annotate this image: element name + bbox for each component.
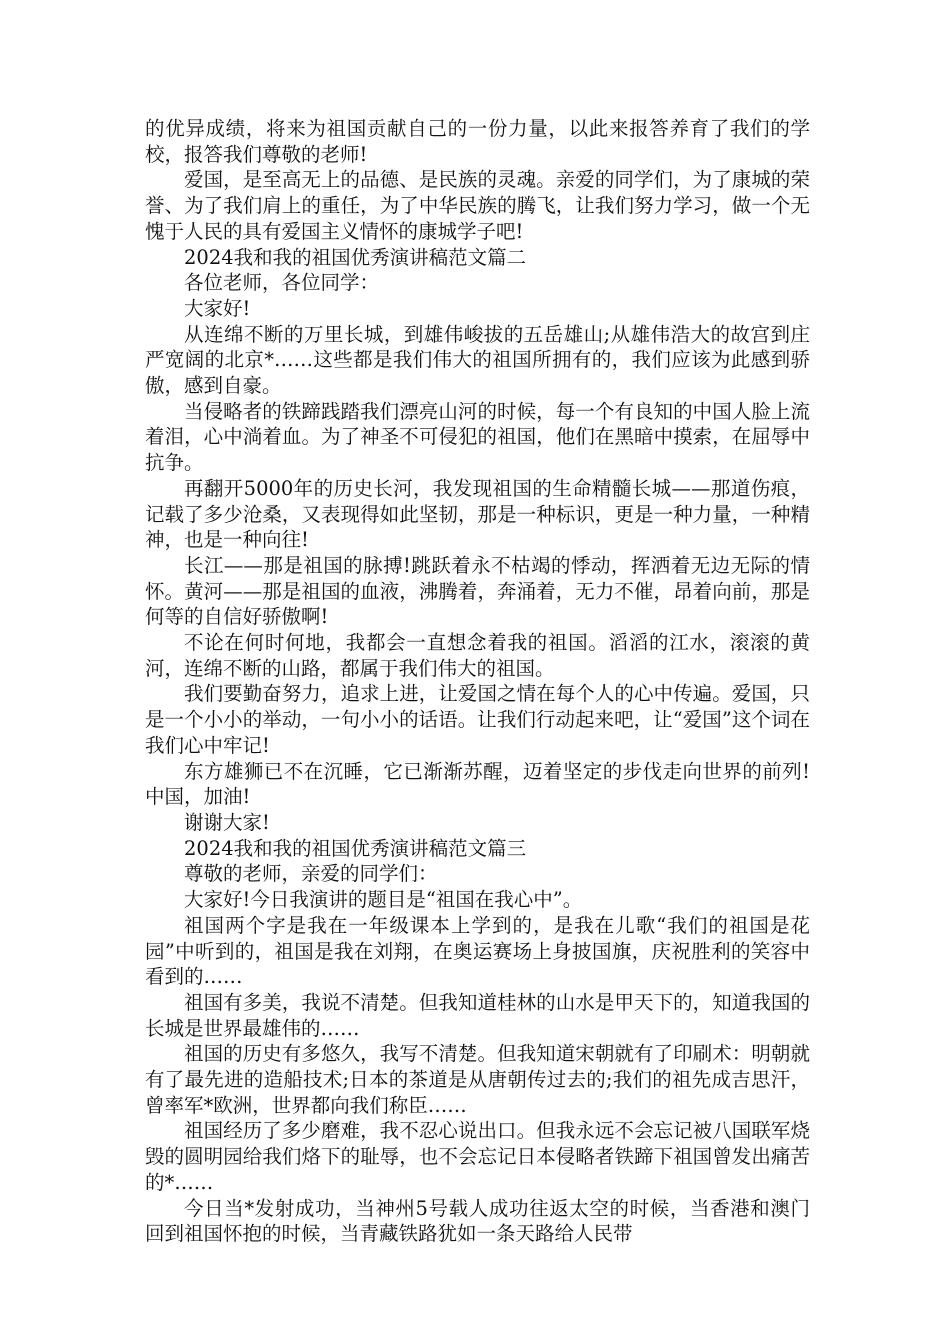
- paragraph: 祖国有多美，我说不清楚。但我知道桂林的山水是甲天下的，知道我国的长城是世界最雄伟的……: [145, 990, 810, 1040]
- paragraph: 东方雄狮已不在沉睡，它已渐渐苏醒，迈着坚定的步伐走向世界的前列!中国，加油!: [145, 759, 810, 809]
- paragraph: 祖国的历史有多悠久，我写不清楚。但我知道宋朝就有了印刷术：明朝就有了最先进的造船技术;日本的茶道是从唐朝传过去的;我们的祖先成吉思汗，曾率军*欧洲，世界都向我们称臣……: [145, 1042, 810, 1117]
- paragraph: 当侵略者的铁蹄践踏我们漂亮山河的时候，每一个有良知的中国人脸上流着泪，心中淌着血。为了神圣不可侵犯的祖国，他们在黑暗中摸索，在屈辱中抗争。: [145, 399, 810, 475]
- paragraph: 我们要勤奋努力，追求上进，让爱国之情在每个人的心中传遍。爱国，只是一个小小的举动，一句小小的话语。让我们行动起来吧，让“爱国”这个词在我们心中牢记!: [145, 682, 810, 757]
- salutation: 尊敬的老师，亲爱的同学们：: [184, 862, 438, 886]
- salutation: 各位老师，各位同学：: [184, 271, 380, 295]
- section-heading: 2024我和我的祖国优秀演讲稿范文篇二: [184, 245, 527, 269]
- paragraph: 爱国，是至高无上的品德、是民族的灵魂。亲爱的同学们，为了康城的荣誉、为了我们肩上的重任，为了中华民族的腾飞，让我们努力学习，做一个无愧于人民的具有爱国主义情怀的康城学子吧!: [145, 168, 810, 243]
- paragraph: 祖国两个字是我在一年级课本上学到的，是我在儿歌“我们的祖国是花园”中听到的，祖国是我在刘翔，在奥运赛场上身披国旗，庆祝胜利的笑容中看到的……: [145, 913, 810, 989]
- paragraph: 祖国经历了多少磨难，我不忍心说出口。但我永远不会忘记被八国联军烧毁的圆明园给我们烙下的耻辱，也不会忘记日本侵略者铁蹄下祖国曾发出痛苦的*……: [145, 1119, 810, 1194]
- closing: 谢谢大家!: [184, 810, 270, 834]
- paragraph: 再翻开5000年的历史长河，我发现祖国的生命精髓长城——那道伤痕，记载了多少沧桑，又表现得如此坚韧，那是一种标识，更是一种力量，一种精神，也是一种向往!: [145, 476, 810, 552]
- paragraph: 长江——那是祖国的脉搏!跳跃着永不枯竭的悸动，挥洒着无边无际的情怀。黄河——那是祖国的血液，沸腾着，奔涌着，无力不催，昂着向前，那是何等的自信好骄傲啊!: [145, 553, 810, 629]
- paragraph: 今日当*发射成功，当神州5号载人成功往返太空的时候，当香港和澳门回到祖国怀抱的时候，当青藏铁路犹如一条天路给人民带: [145, 1196, 810, 1246]
- greeting: 大家好!: [184, 296, 251, 320]
- greeting: 大家好!今日我演讲的题目是“祖国在我心中”。: [184, 888, 583, 912]
- paragraph: 不论在何时何地，我都会一直想念着我的祖国。滔滔的江水，滚滚的黄河，连绵不断的山路，都属于我们伟大的祖国。: [145, 631, 810, 680]
- paragraph: 从连绵不断的万里长城，到雄伟峻拔的五岳雄山;从雄伟浩大的故宫到庄严宽阔的北京*……这些都是我们伟大的祖国所拥有的，我们应该为此感到骄傲，感到自豪。: [145, 322, 810, 398]
- paragraph: 的优异成绩，将来为祖国贡献自己的一份力量，以此来报答养育了我们的学校，报答我们尊敬的老师!: [145, 117, 810, 166]
- document-body: [145, 116, 810, 1247]
- section-heading: 2024我和我的祖国优秀演讲稿范文篇三: [184, 836, 527, 860]
